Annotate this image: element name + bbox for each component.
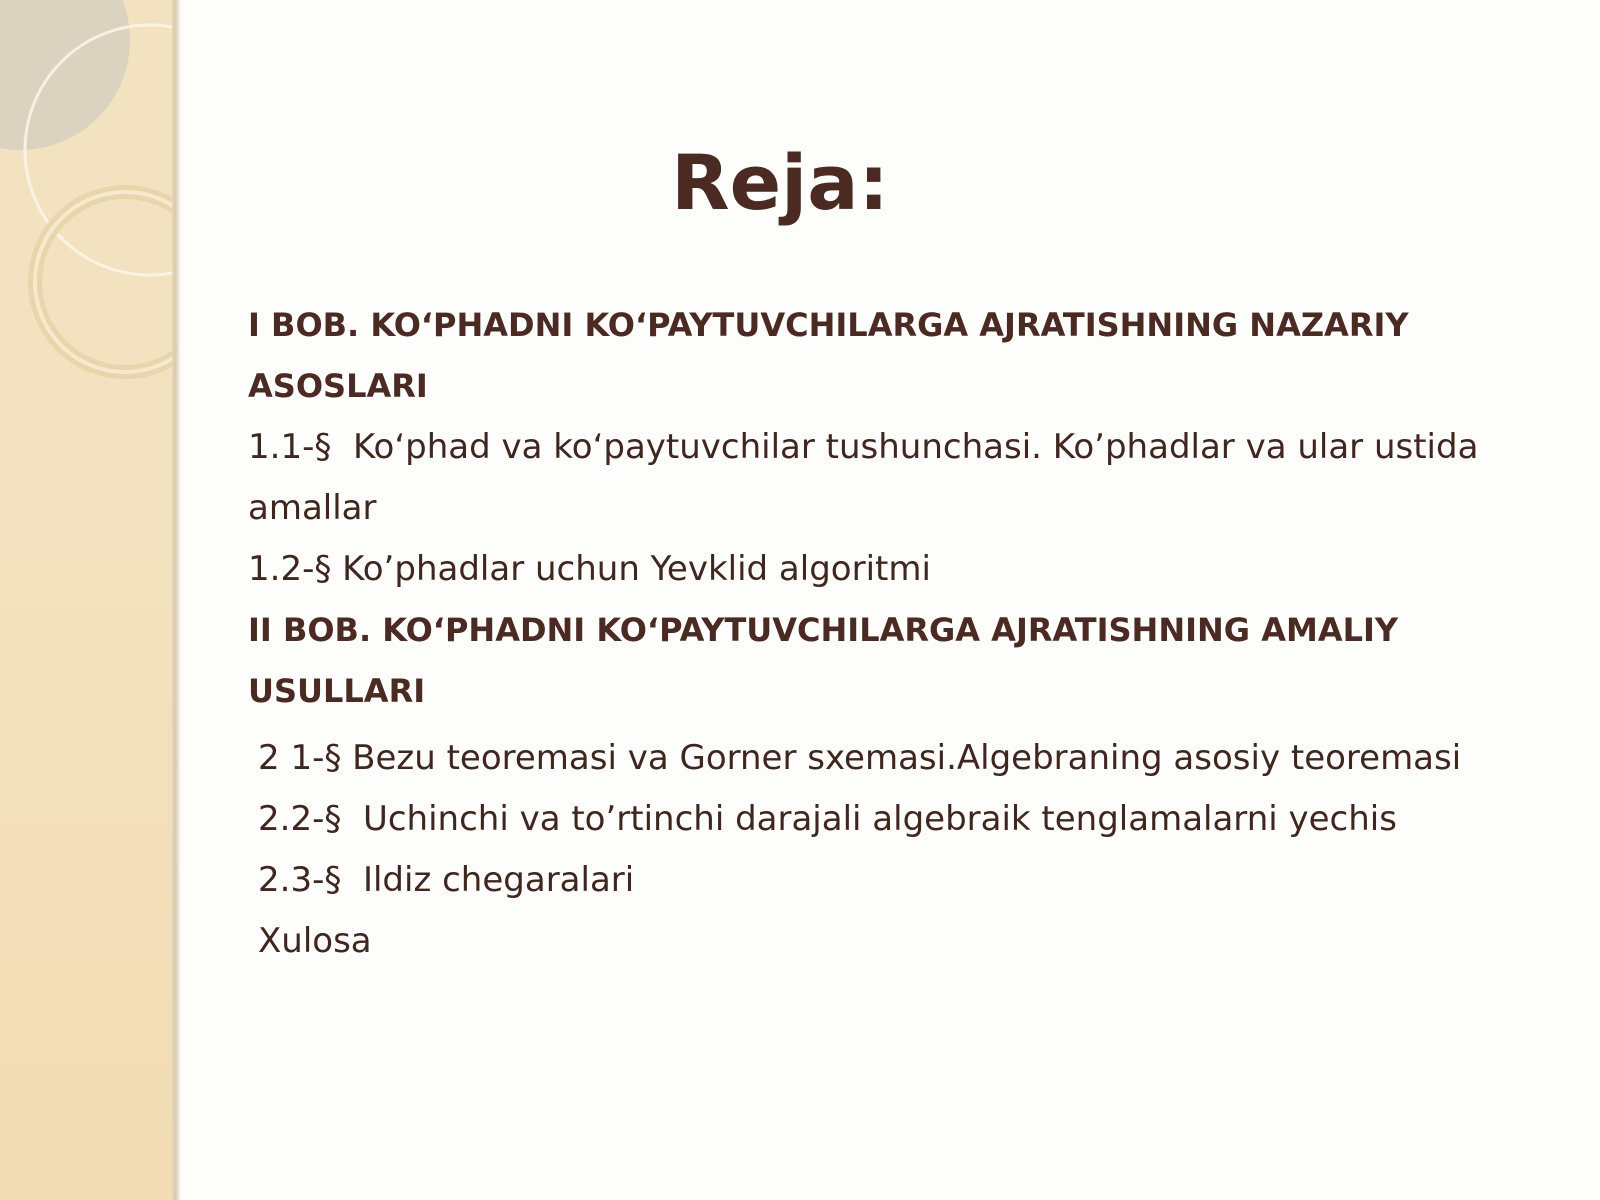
side-band-edge bbox=[172, 0, 180, 1200]
section-1-1: 1.1-§ Ko‘phad va ko‘paytuvchilar tushunchasi. Ko’phadlar va ular ustida amallar bbox=[248, 427, 1490, 528]
plan-list bbox=[248, 295, 1548, 972]
section-2-1: 2 1-§ Bezu teoremasi va Gorner sxemasi.Algebraning asosiy teoremasi bbox=[258, 738, 1462, 778]
decorative-side-band bbox=[0, 0, 177, 1200]
decorative-circles-graphic bbox=[0, 0, 177, 1200]
section-2-2: 2.2-§ Uchinchi va to’rtinchi darajali algebraik tenglamalarni yechis bbox=[258, 799, 1397, 839]
thick-ring-shape bbox=[35, 192, 177, 372]
section-1-2: 1.2-§ Ko’phadlar uchun Yevklid algoritmi bbox=[248, 549, 931, 589]
slide-title: Reja: bbox=[671, 138, 889, 227]
chapter-1-heading: I BOB. KO‘PHADNI KO‘PAYTUVCHILARGA AJRATISHNING NAZARIY ASOSLARI bbox=[248, 306, 1420, 405]
chapter-2-heading: II BOB. KO‘PHADNI KO‘PAYTUVCHILARGA AJRATISHNING AMALIY USULLARI bbox=[248, 611, 1410, 710]
conclusion-item: Xulosa bbox=[258, 921, 372, 961]
section-2-3: 2.3-§ Ildiz chegaralari bbox=[258, 860, 635, 900]
grey-disc-shape bbox=[0, 0, 130, 150]
